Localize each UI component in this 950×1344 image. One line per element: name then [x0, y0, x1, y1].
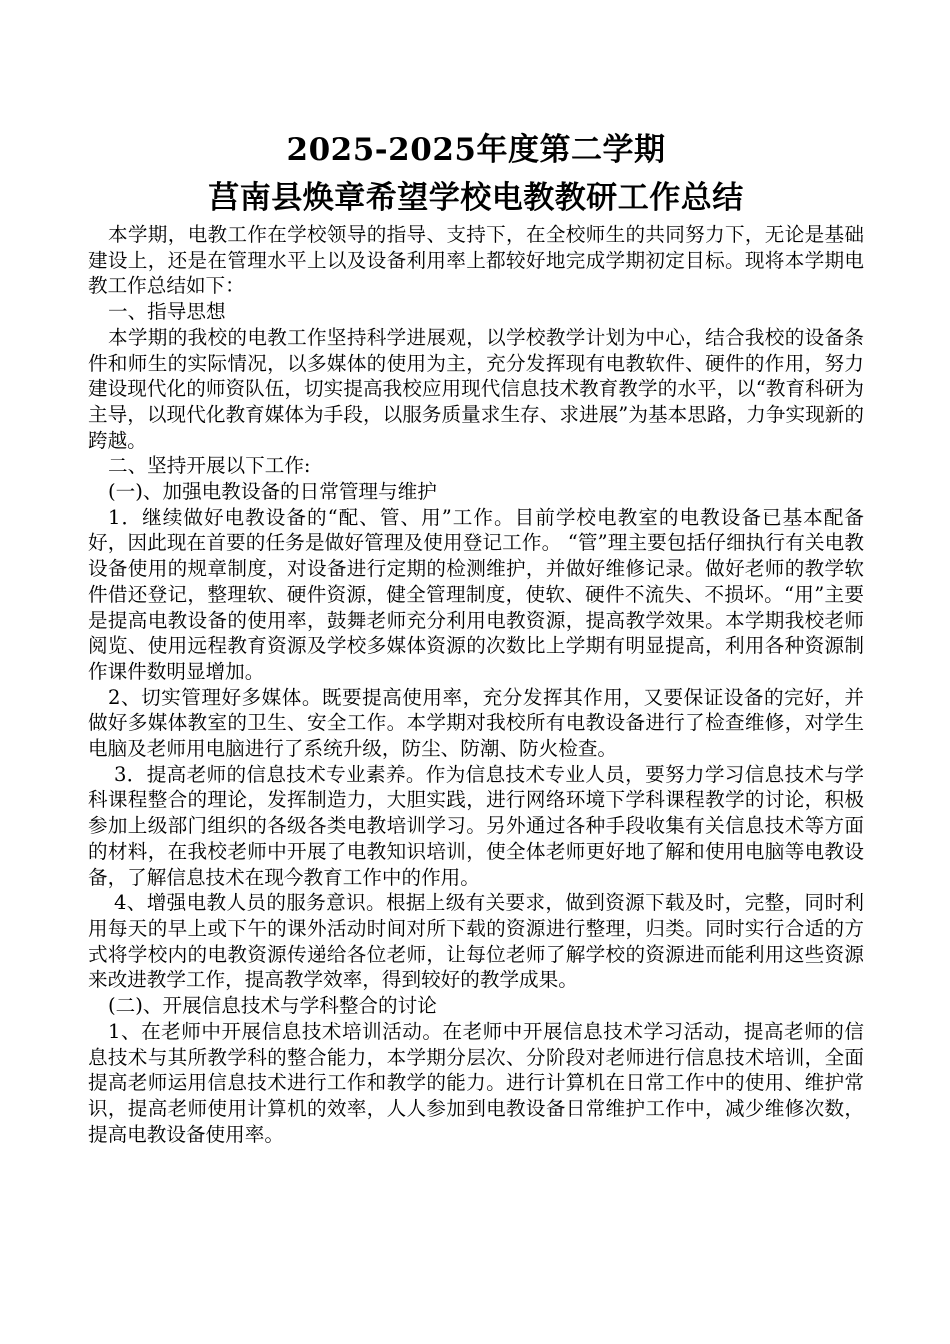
section-heading-guiding-thought: 一、指导思想: [108, 300, 226, 324]
document-title-main: 莒南县焕章希望学校电教教研工作总结: [208, 180, 744, 216]
subsection-heading-integration: (二)、开展信息技术与学科整合的讨论: [108, 994, 437, 1018]
document-page: [88, 128, 864, 1147]
document-title-year: 2025-2025年度第二学期: [286, 132, 666, 168]
paragraph-guiding-thought: 本学期的我校的电教工作坚持科学进展观，以学校教学计划为中心，结合我校的设备条件和师生的实际情况，以多媒体的使用为主，充分发挥现有电教软件、硬件的作用，努力建设现代化的师资队伍，切实提高我校应用现代信息技术教育教学的水平，以“教育科研为主导，以现代化教育媒体为手段，以服务质量求生存、求进展”为基本思路，力争实现新的跨越。: [88, 325, 864, 452]
paragraph-item-4: 4、增强电教人员的服务意识。根据上级有关要求，做到资源下载及时，完整，同时利用每天的早上或下午的课外活动时间对所下载的资源进行整理，归类。同时实行合适的方式将学校内的电教资源传递给各位老师，让每位老师了解学校的资源进而能利用这些资源来改进教学工作，提高教学效率，得到较好的教学成果。: [88, 891, 864, 992]
subsection-heading-equipment: (一)、加强电教设备的日常管理与维护: [108, 480, 437, 504]
document-body: [88, 222, 864, 1147]
paragraph-intro: 本学期，电教工作在学校领导的指导、支持下，在全校师生的共同努力下，无论是基础建设上，还是在管理水平上以及设备利用率上都较好地完成学期初定目标。现将本学期电教工作总结如下：: [88, 223, 864, 298]
paragraph-integration-1: 1、在老师中开展信息技术培训活动。在老师中开展信息技术学习活动，提高老师的信息技术与其所教学科的整合能力，本学期分层次、分阶段对老师进行信息技术培训，全面提高老师运用信息技术进行工作和教学的能力。进行计算机在日常工作中的使用、维护常识，提高老师使用计算机的效率，人人参加到电教设备日常维护工作中，减少维修次数，提高电教设备使用率。: [88, 1019, 864, 1146]
paragraph-item-3: 3．提高老师的信息技术专业素养。作为信息技术专业人员，要努力学习信息技术与学科课程整合的理论，发挥制造力，大胆实践，进行网络环境下学科课程教学的讨论，积极参加上级部门组织的各级各类电教培训学习。另外通过各种手段收集有关信息技术等方面的材料，在我校老师中开展了电教知识培训，使全体老师更好地了解和使用电脑等电教设备，了解信息技术在现今教育工作中的作用。: [88, 762, 864, 889]
paragraph-item-1: 1．继续做好电教设备的“配、管、用”工作。目前学校电教室的电教设备已基本配备好，因此现在首要的任务是做好管理及使用登记工作。 “管”理主要包括仔细执行有关电教设备使用的规章制度，对设备进行定期的检测维护，并做好维修记录。做好老师的教学软件借还登记，整理软、硬件资源，健全管理制度，使软、硬件不流失、不损坏。“用”主要是提高电教设备的使用率，鼓舞老师充分利用电教资源，提高教学效果。本学期我校老师阅览、使用远程教育资源及学校多媒体资源的次数比上学期有明显提高，利用各种资源制作课件数明显增加。: [88, 505, 864, 683]
paragraph-item-2: 2、切实管理好多媒体。既要提高使用率，充分发挥其作用，又要保证设备的完好，并做好多媒体教室的卫生、安全工作。本学期对我校所有电教设备进行了检查维修，对学生电脑及老师用电脑进行了系统升级，防尘、防潮、防火检查。: [88, 685, 864, 761]
section-heading-work: 二、坚持开展以下工作:: [108, 454, 311, 478]
